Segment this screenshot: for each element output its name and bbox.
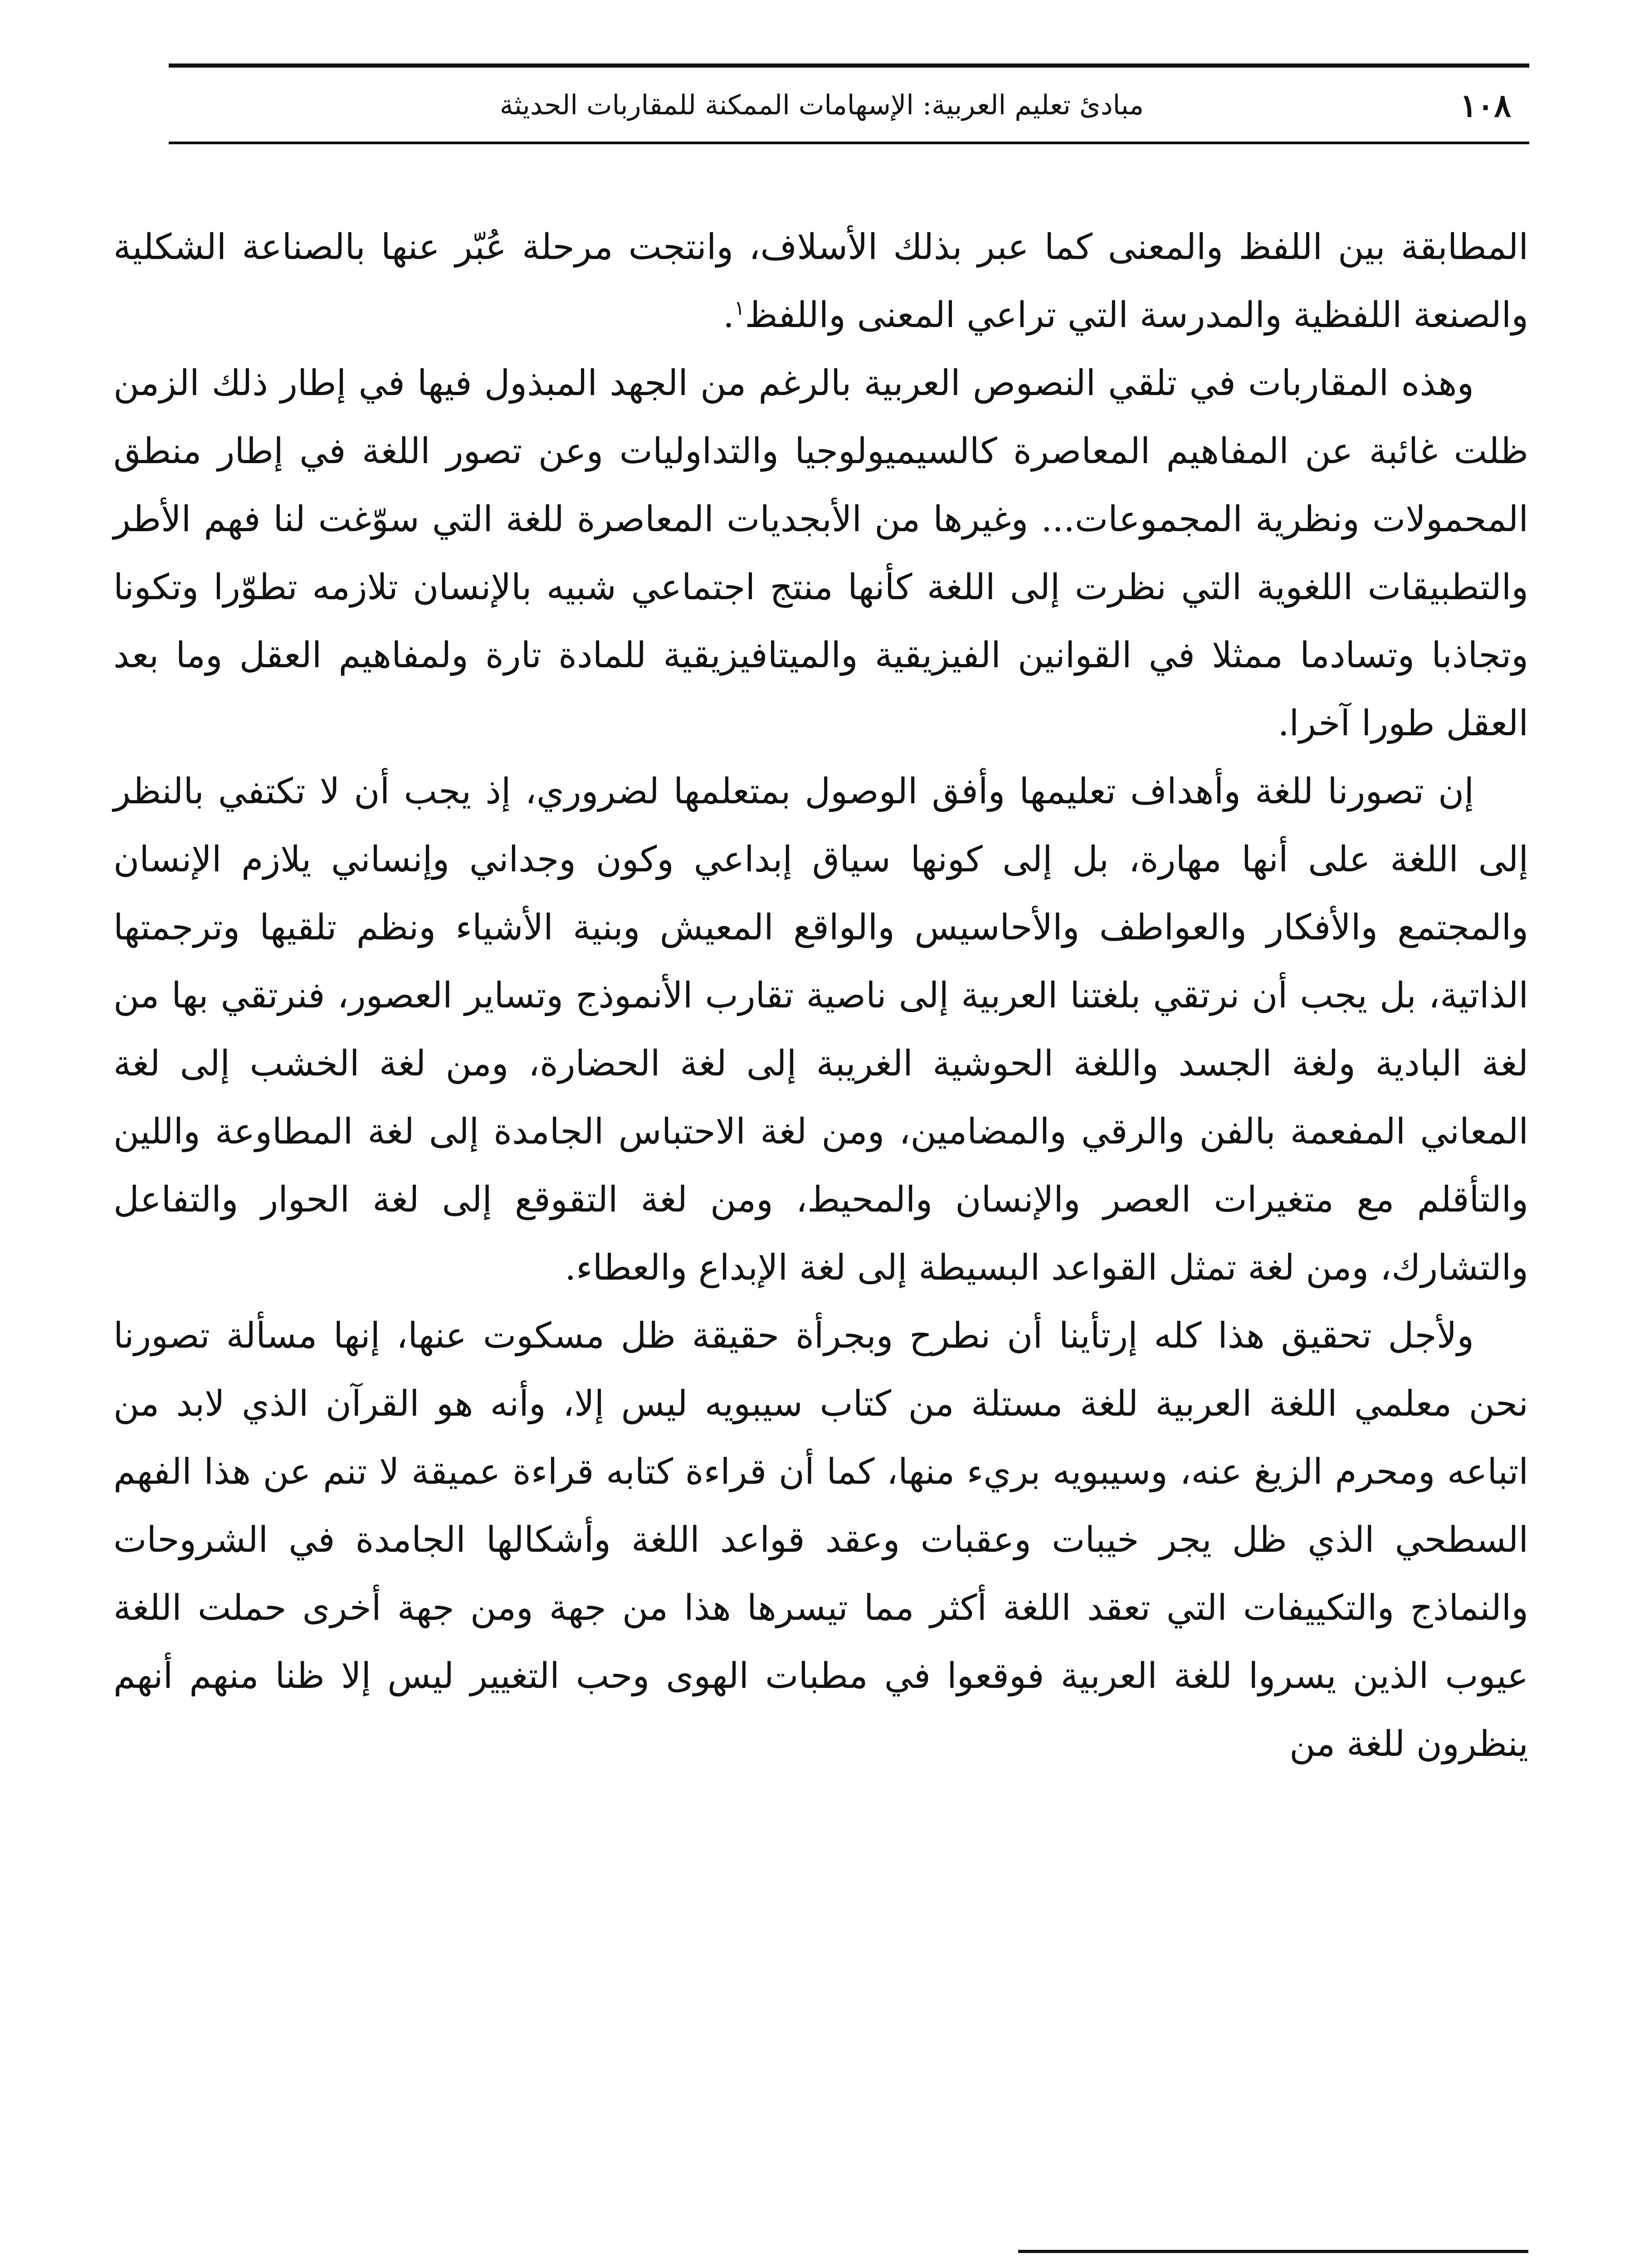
footnote-reference[interactable]: ١ xyxy=(734,297,745,320)
paragraph: إن تصورنا للغة وأهداف تعليمها وأفق الوصول بمتعلمها لضروري، إذ يجب أن لا تكتفي بالنظر إلى اللغة على أنها مهارة، بل إلى كونها سياق إبداعي وكون وجداني وإنساني يلازم الإنسان والمجتمع والأفكار والعواطف والأحاسيس والواقع المعيش وبنية الأشياء ونظم تلقيها وترجمتها الذاتية، بل يجب أن نرتقي بلغتنا العربية إلى ناصية تقارب الأنموذج وتساير العصور، فنرتقي بها من لغة البادية ولغة الجسد واللغة الحوشية الغريبة إلى لغة الحضارة، ومن لغة الخشب إلى لغة المعاني المفعمة بالفن والرقي والمضامين، ومن لغة الاحتباس الجامدة إلى لغة المطاوعة واللين والتأقلم مع متغيرات العصر والإنسان والمحيط، ومن لغة التقوقع إلى لغة الحوار والتفاعل والتشارك، ومن لغة تمثل القواعد البسيطة إلى لغة الإبداع والعطاء. xyxy=(113,771,1528,1288)
paragraph-tail: . xyxy=(722,295,734,336)
header-bottom-rule xyxy=(169,142,1529,144)
footnote-separator xyxy=(1018,2250,1528,2253)
body-text xyxy=(113,213,1528,1778)
header-top-rule xyxy=(169,64,1529,68)
page-number: ١٠٨ xyxy=(1460,87,1511,124)
paragraph-text: المطابقة بين اللفظ والمعنى كما عبر بذلك الأسلاف، وانتجت مرحلة عُبّر عنها بالصناعة الشكلية والصنعة اللفظية والمدرسة التي تراعي المعنى واللفظ xyxy=(113,227,1528,336)
paragraph: وهذه المقاربات في تلقي النصوص العربية بالرغم من الجهد المبذول فيها في إطار ذلك الزمن ظلت غائبة عن المفاهيم المعاصرة كالسيميولوجيا والتداوليات وعن تصور اللغة في إطار منطق المحمولات ونظرية المجموعات... وغيرها من الأبجديات المعاصرة للغة التي سوّغت لنا فهم الأطر والتطبيقات اللغوية التي نظرت إلى اللغة كأنها منتج اجتماعي شبيه بالإنسان تلازمه تطوّرا وتكونا وتجاذبا وتسادما ممثلا في القوانين الفيزيقية والميتافيزيقية للمادة تارة ولمفاهيم العقل وما بعد العقل طورا آخرا. xyxy=(113,363,1528,744)
paragraph: ولأجل تحقيق هذا كله إرتأينا أن نطرح وبجرأة حقيقة ظل مسكوت عنها، إنها مسألة تصورنا نحن معلمي اللغة العربية للغة مستلة من كتاب سيبويه ليس إلا، وأنه هو القرآن الذي لابد من اتباعه ومحرم الزيغ عنه، وسيبويه بريء منها، كما أن قراءة كتابه قراءة عميقة لا تنم عن هذا الفهم السطحي الذي ظل يجر خيبات وعقبات وعقد قواعد اللغة وأشكالها الجامدة في الشروحات والنماذج والتكييفات التي تعقد اللغة أكثر مما تيسرها هذا من جهة ومن جهة أخرى حملت اللغة عيوب الذين يسروا للغة العربية فوقعوا في مطبات الهوى وحب التغيير ليس إلا ظنا منهم أنهم ينظرون للغة من xyxy=(113,1315,1528,1765)
running-title: مبادئ تعليم العربية: الإسهامات الممكنة للمقاربات الحديثة xyxy=(499,89,1144,121)
page-header xyxy=(169,64,1529,146)
paragraph xyxy=(113,213,1528,349)
